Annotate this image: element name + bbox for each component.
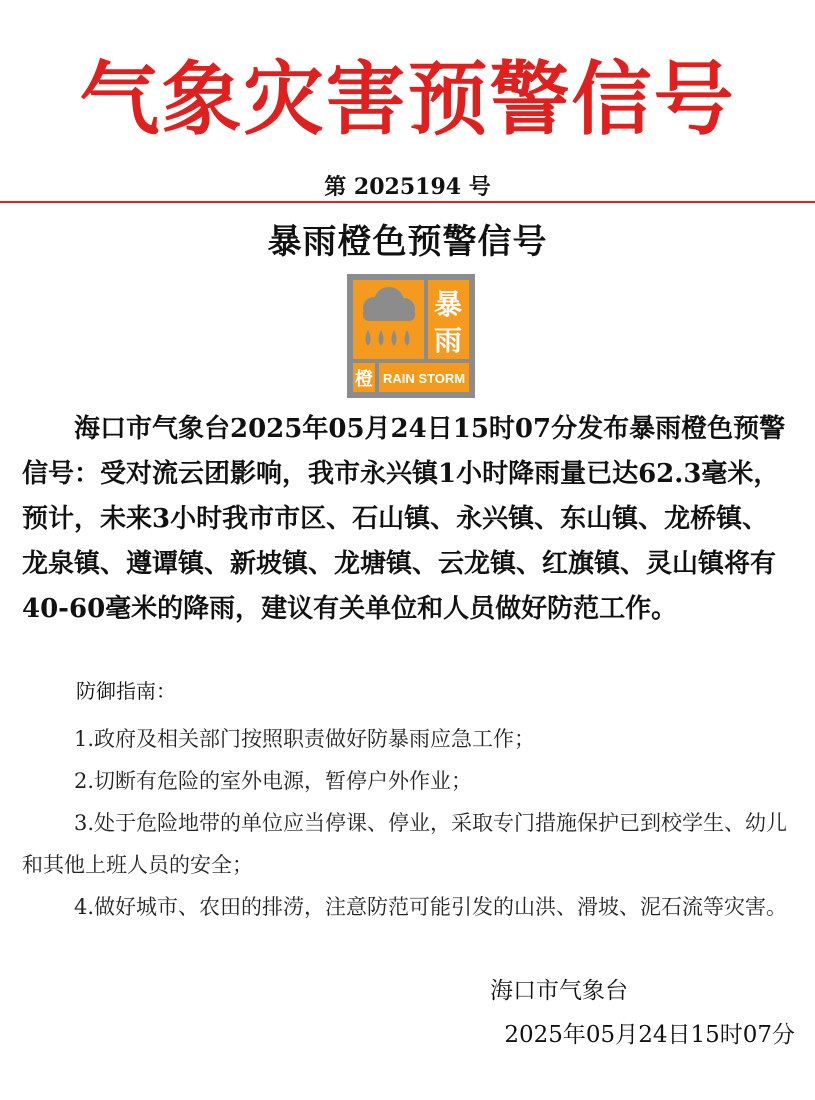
signal-title: 暴雨橙色预警信号	[267, 222, 548, 262]
document-number: 第 2025194 号	[324, 174, 491, 200]
guide-item: 4.做好城市、农田的排涝，注意防范可能引发的山洪、滑坡、泥石流等灾害。	[74, 895, 788, 919]
guide-item: 1.政府及相关部门按照职责做好防暴雨应急工作；	[74, 727, 536, 751]
icon-english-label: RAIN STORM	[382, 371, 466, 386]
rainstorm-orange-warning-icon	[347, 274, 475, 398]
icon-level-char: 橙	[355, 369, 373, 390]
guide-heading: 防御指南：	[76, 679, 176, 703]
guide-item: 2.切断有危险的室外电源，暂停户外作业；	[74, 769, 473, 793]
guide-item: 3.处于危险地带的单位应当停课、停业，采取专门措施保护已到校学生、幼儿和其他上班人员的安全；	[22, 811, 788, 877]
icon-char-top: 暴	[433, 288, 463, 321]
signature-organization: 海口市气象台	[490, 978, 628, 1004]
icon-char-bottom: 雨	[433, 324, 463, 357]
header-divider	[0, 201, 815, 203]
guide-list	[22, 718, 794, 928]
document-header-title: 气象灾害预警信号	[79, 53, 736, 146]
signature-date: 2025年05月24日15时07分	[504, 1022, 795, 1048]
warning-body-text: 海口市气象台2025年05月24日15时07分发布暴雨橙色预警信号：受对流云团影响，我市永兴镇1小时降雨量已达62.3毫米，预计，未来3小时我市市区、石山镇、永兴镇、东山镇、龙桥镇、龙泉镇、遵谭镇、新坡镇、龙塘镇、云龙镇、红旗镇、灵山镇将有40-60毫米的降雨，建议有关单位和人员做好防范工作。	[22, 414, 786, 624]
